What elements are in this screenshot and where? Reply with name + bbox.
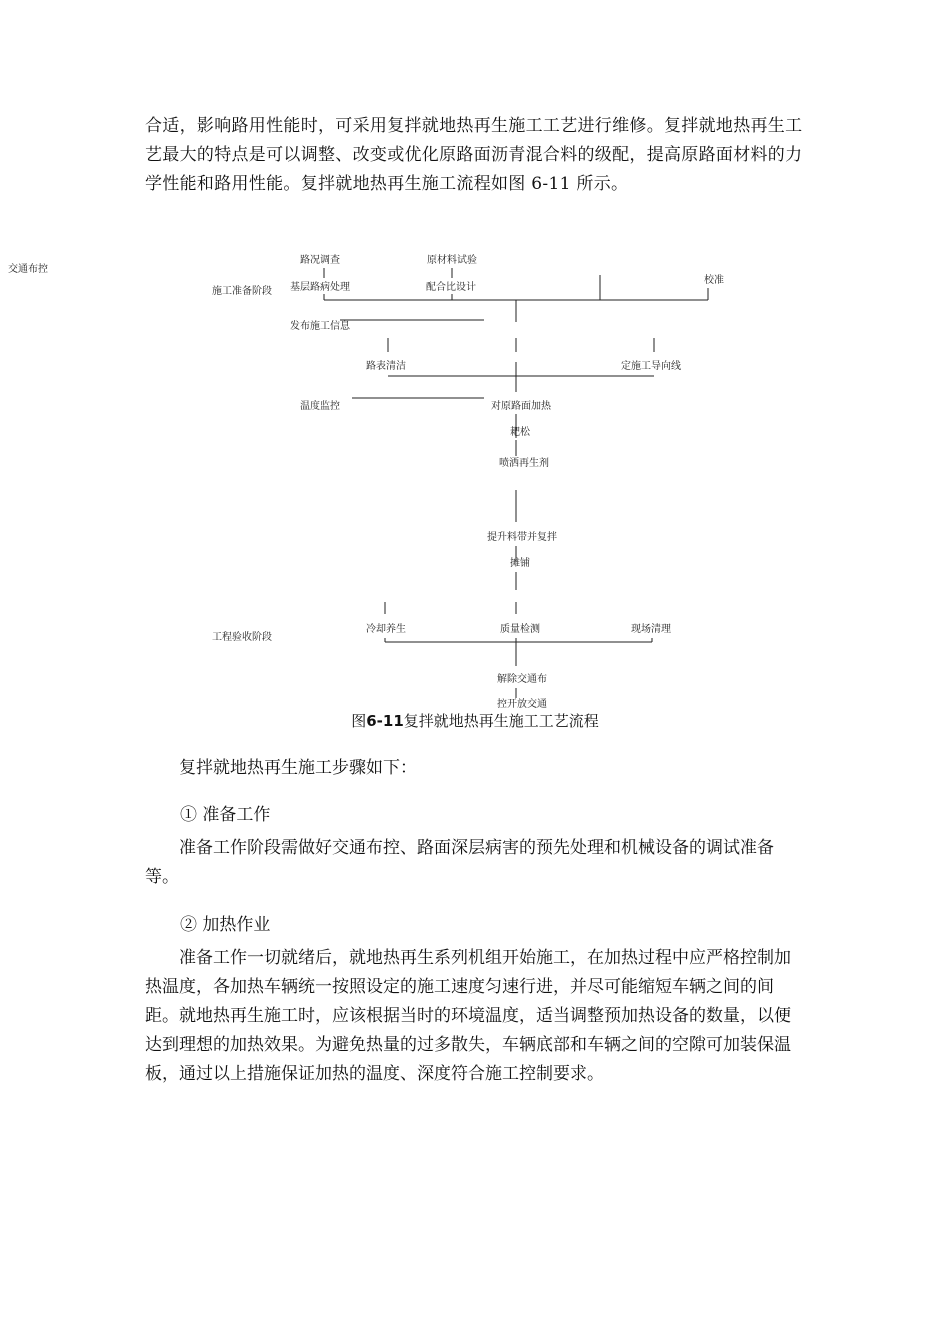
node-heat-surface: 对原路面加热: [491, 401, 551, 412]
node-lift-mix: 提升料带并复拌: [487, 532, 557, 543]
node-open-traffic: 控开放交通: [497, 699, 547, 710]
node-mix-design: 配合比设计: [426, 282, 476, 293]
step2-heading: ② 加热作业: [180, 915, 271, 935]
caption-prefix: 图: [351, 712, 367, 730]
step1-text: 准备工作阶段需做好交通布控、路面深层病害的预先处理和机械设备的调试准备等。: [145, 838, 774, 887]
node-material-test: 原材料试验: [427, 255, 477, 266]
step2-text: 准备工作一切就绪后，就地热再生系列机组开始施工，在加热过程中应严格控制加热温度，各加热车辆统一按照设定的施工速度匀速行进，并尽可能缩短车辆之间的间距。就地热再生施工时，应该根据当时的环境温度，适当调整预加热设备的数量，以便达到理想的加热效果。为避免热量的过多散失，车辆底部和车辆之间的空隙可加装保温板，通过以上措施保证加热的温度、深度符合施工控制要求。: [145, 948, 791, 1084]
node-base-treatment: 基层路病处理: [290, 282, 350, 293]
caption-title: 复拌就地热再生施工工艺流程: [403, 712, 599, 730]
side-label-traffic: 交通布控: [8, 264, 48, 275]
flowchart: [0, 210, 950, 710]
stage-prep-label: 施工准备阶段: [212, 286, 272, 297]
figure-caption: [0, 710, 950, 731]
node-surface-clean: 路表清洁: [366, 361, 406, 372]
node-cool-cure: 冷却养生: [366, 624, 406, 635]
node-calibrate: 校准: [704, 275, 724, 286]
node-quality-check: 质量检测: [500, 624, 540, 635]
node-loosen: 耙松: [510, 427, 530, 438]
caption-number: 6-11: [366, 712, 404, 730]
step1-heading: ① 准备工作: [180, 805, 271, 825]
node-guide-line: 定施工导向线: [621, 361, 681, 372]
intro-paragraph: 合适，影响路用性能时，可采用复拌就地热再生施工工艺进行维修。复拌就地热再生工艺最大的特点是可以调整、改变或优化原路面沥青混合料的级配，提高原路面材料的力学性能和路用性能。复拌就地热再生施工流程如图 6-11 所示。: [145, 116, 803, 194]
node-lift-traffic-control: 解除交通布: [497, 674, 547, 685]
node-site-cleanup: 现场清理: [631, 624, 671, 635]
node-pave: 摊铺: [510, 558, 530, 569]
steps-intro: 复拌就地热再生施工步骤如下：: [179, 758, 417, 778]
stage-accept-label: 工程验收阶段: [212, 632, 272, 643]
node-spray-agent: 喷洒再生剂: [499, 458, 549, 469]
node-road-survey: 路况调查: [300, 255, 340, 266]
node-temp-monitor: 温度监控: [300, 401, 340, 412]
node-publish-info: 发布施工信息: [290, 321, 350, 332]
